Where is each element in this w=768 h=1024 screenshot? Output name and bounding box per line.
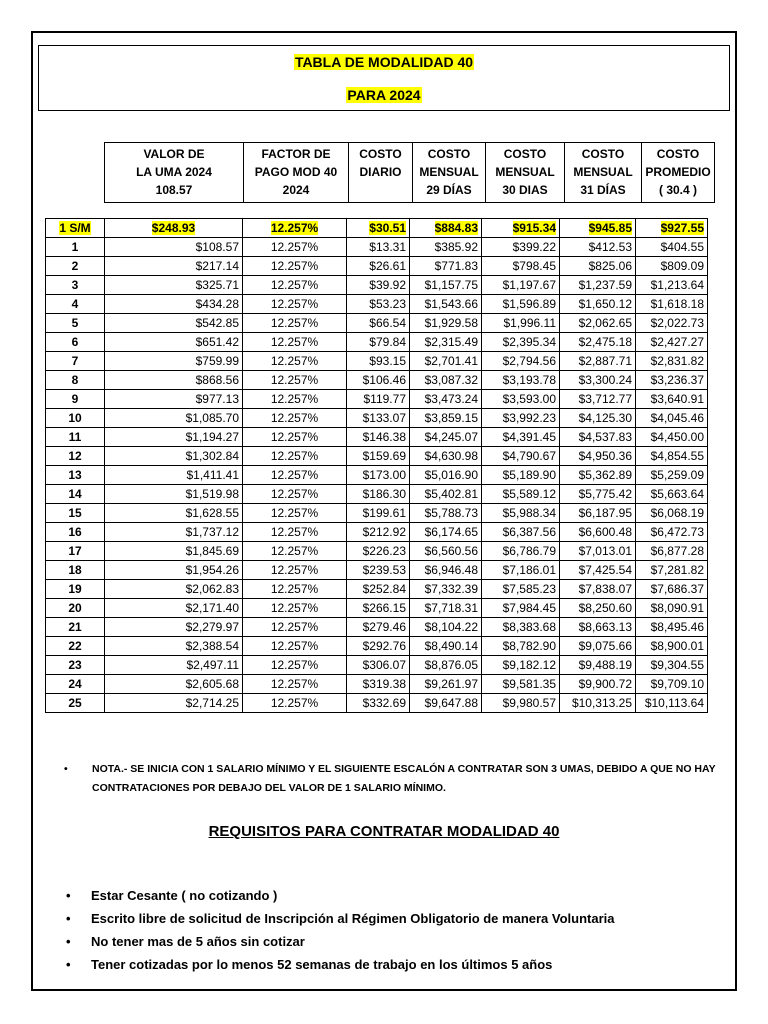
table-cell: $6,174.65	[410, 523, 482, 542]
table-row	[46, 580, 708, 599]
row-label: 14	[46, 485, 105, 504]
table-row	[46, 295, 708, 314]
table-cell: $8,876.05	[410, 656, 482, 675]
table-cell: $1,519.98	[105, 485, 243, 504]
table-cell: $434.28	[105, 295, 243, 314]
header-line: MENSUAL	[419, 165, 479, 179]
table-cell: $1,929.58	[410, 314, 482, 333]
table-cell: $2,701.41	[410, 352, 482, 371]
note	[64, 760, 730, 798]
table-cell: $825.06	[560, 257, 636, 276]
requirements-list	[66, 886, 615, 978]
table-cell: $3,473.24	[410, 390, 482, 409]
header-line: FACTOR DE	[261, 147, 331, 161]
table-cell	[482, 219, 560, 238]
table-cell: $651.42	[105, 333, 243, 352]
table-cell: 12.257%	[243, 447, 347, 466]
row-label: 15	[46, 504, 105, 523]
header-line: COSTO	[581, 147, 625, 161]
header-line: COSTO	[427, 147, 471, 161]
row-label: 7	[46, 352, 105, 371]
table-cell: 12.257%	[243, 314, 347, 333]
table-cell: $3,859.15	[410, 409, 482, 428]
table-cell: $66.54	[347, 314, 410, 333]
table-cell: $252.84	[347, 580, 410, 599]
table-cell: $212.92	[347, 523, 410, 542]
row-label: 3	[46, 276, 105, 295]
table-cell: $8,490.14	[410, 637, 482, 656]
table-cell	[410, 219, 482, 238]
table-cell: $3,992.23	[482, 409, 560, 428]
table-cell: $1,618.18	[636, 295, 708, 314]
row-label: 13	[46, 466, 105, 485]
table-cell: $4,854.55	[636, 447, 708, 466]
table-cell: $186.30	[347, 485, 410, 504]
table-cell: $1,411.41	[105, 466, 243, 485]
row-label: 23	[46, 656, 105, 675]
table-cell: $2,794.56	[482, 352, 560, 371]
table-cell: $3,712.77	[560, 390, 636, 409]
table-cell: $2,475.18	[560, 333, 636, 352]
table-cell: 12.257%	[243, 580, 347, 599]
table-cell: $146.38	[347, 428, 410, 447]
header-line: LA UMA 2024	[136, 165, 212, 179]
table-cell	[347, 219, 410, 238]
table-cell: $10,113.64	[636, 694, 708, 713]
table-cell: $306.07	[347, 656, 410, 675]
table-row	[46, 694, 708, 713]
table-row	[46, 466, 708, 485]
requirement-item: • Tener cotizadas por lo menos 52 semanas de trabajo en los últimos 5 años	[66, 955, 615, 978]
table-cell: $10,313.25	[560, 694, 636, 713]
table-cell: $8,250.60	[560, 599, 636, 618]
row-label: 12	[46, 447, 105, 466]
header-line: PROMEDIO	[645, 165, 711, 179]
table-cell: $8,495.46	[636, 618, 708, 637]
table-cell: $5,016.90	[410, 466, 482, 485]
table-row	[46, 447, 708, 466]
table-cell: 12.257%	[243, 238, 347, 257]
table-cell: $2,887.71	[560, 352, 636, 371]
table-cell: 12.257%	[243, 485, 347, 504]
note-line-1: NOTA.- SE INICIA CON 1 SALARIO MÍNIMO Y EL SIGUIENTE ESCALÓN A CONTRATAR SON 3 UMAS, DEBIDO A QUE NO HAY	[92, 763, 716, 775]
table-cell: $8,663.13	[560, 618, 636, 637]
table-row	[46, 542, 708, 561]
table-cell: $332.69	[347, 694, 410, 713]
header-line: DIARIO	[359, 165, 402, 179]
table-cell: 12.257%	[243, 694, 347, 713]
table-cell: $4,391.45	[482, 428, 560, 447]
table-cell: $5,589.12	[482, 485, 560, 504]
table-cell: $239.53	[347, 561, 410, 580]
requirement-item: • Estar Cesante ( no cotizando )	[66, 886, 615, 909]
table-cell: $226.23	[347, 542, 410, 561]
table-row	[46, 257, 708, 276]
table-cell: $5,362.89	[560, 466, 636, 485]
row-label: 4	[46, 295, 105, 314]
table-cell: $217.14	[105, 257, 243, 276]
table-cell: $7,686.37	[636, 580, 708, 599]
table-row	[46, 656, 708, 675]
table-cell: $1,302.84	[105, 447, 243, 466]
header-line: 31 DÍAS	[580, 183, 626, 197]
table-cell: $4,950.36	[560, 447, 636, 466]
page-subtitle: PARA 2024	[347, 87, 421, 103]
table-cell: $4,450.00	[636, 428, 708, 447]
table-cell: 12.257%	[243, 333, 347, 352]
table-cell: $39.92	[347, 276, 410, 295]
table-cell: $4,630.98	[410, 447, 482, 466]
table-row	[46, 675, 708, 694]
row-label: 24	[46, 675, 105, 694]
table-cell: $5,189.90	[482, 466, 560, 485]
highlighted-value: 12.257%	[270, 221, 319, 235]
table-cell: $5,663.64	[636, 485, 708, 504]
row-label: 25	[46, 694, 105, 713]
highlighted-value: $945.85	[588, 221, 632, 235]
table-cell: $3,236.37	[636, 371, 708, 390]
table-cell: $2,497.11	[105, 656, 243, 675]
table-cell: $4,790.67	[482, 447, 560, 466]
row-label: 21	[46, 618, 105, 637]
table-row	[46, 523, 708, 542]
highlighted-value: $884.83	[434, 221, 478, 235]
table-cell: $7,838.07	[560, 580, 636, 599]
header-line: 2024	[282, 183, 310, 197]
table-cell: $4,045.46	[636, 409, 708, 428]
table-cell: 12.257%	[243, 257, 347, 276]
header-uma-value	[105, 143, 244, 203]
table-row	[46, 409, 708, 428]
table-cell: 12.257%	[243, 523, 347, 542]
table-cell: $4,537.83	[560, 428, 636, 447]
header-line: COSTO	[503, 147, 547, 161]
table-row	[46, 276, 708, 295]
table-cell: $1,085.70	[105, 409, 243, 428]
header-monthly-31	[565, 143, 642, 203]
table-row	[46, 352, 708, 371]
header-line: COSTO	[656, 147, 700, 161]
table-cell: 12.257%	[243, 561, 347, 580]
table-cell: $9,304.55	[636, 656, 708, 675]
table-row	[46, 485, 708, 504]
table-cell: 12.257%	[243, 390, 347, 409]
row-label: 17	[46, 542, 105, 561]
table-cell: $1,996.11	[482, 314, 560, 333]
table-cell: $7,425.54	[560, 561, 636, 580]
table-cell: 12.257%	[243, 276, 347, 295]
table-cell: $412.53	[560, 238, 636, 257]
table-cell: $79.84	[347, 333, 410, 352]
table-cell: $108.57	[105, 238, 243, 257]
row-label: 6	[46, 333, 105, 352]
table-cell: 12.257%	[243, 504, 347, 523]
row-label: 11	[46, 428, 105, 447]
table-cell: $9,075.66	[560, 637, 636, 656]
row-label: 19	[46, 580, 105, 599]
table-row	[46, 390, 708, 409]
table-cell: $1,197.67	[482, 276, 560, 295]
table-row	[46, 561, 708, 580]
table-cell: $7,013.01	[560, 542, 636, 561]
table-cell: $9,182.12	[482, 656, 560, 675]
table-cell	[560, 219, 636, 238]
table-row	[46, 333, 708, 352]
table-cell: $2,831.82	[636, 352, 708, 371]
header-line: 108.57	[155, 183, 193, 197]
table-cell: $6,187.95	[560, 504, 636, 523]
table-row	[46, 618, 708, 637]
table-cell: $7,332.39	[410, 580, 482, 599]
table-cell: 12.257%	[243, 675, 347, 694]
table-cell: $542.85	[105, 314, 243, 333]
row-label: 22	[46, 637, 105, 656]
table-cell: $119.77	[347, 390, 410, 409]
table-cell	[636, 219, 708, 238]
table-cell: $9,647.88	[410, 694, 482, 713]
row-label: 18	[46, 561, 105, 580]
table-row	[46, 599, 708, 618]
modalidad-40-table	[45, 218, 708, 713]
row-label: 20	[46, 599, 105, 618]
table-cell: $53.23	[347, 295, 410, 314]
table-row	[46, 238, 708, 257]
salary-minimum-row	[46, 219, 708, 238]
table-cell: $8,383.68	[482, 618, 560, 637]
requirement-item: • Escrito libre de solicitud de Inscripción al Régimen Obligatorio de manera Voluntaria	[66, 909, 615, 932]
table-cell: $7,186.01	[482, 561, 560, 580]
table-cell: 12.257%	[243, 409, 347, 428]
table-row	[46, 371, 708, 390]
column-header-table	[104, 142, 715, 203]
table-cell: $173.00	[347, 466, 410, 485]
table-cell: $6,068.19	[636, 504, 708, 523]
table-cell: $9,488.19	[560, 656, 636, 675]
table-cell: $2,395.34	[482, 333, 560, 352]
note-bullet: •	[64, 763, 68, 775]
header-line: PAGO MOD 40	[254, 165, 338, 179]
header-line: 30 DIAS	[502, 183, 548, 197]
highlighted-value: $927.55	[660, 221, 704, 235]
table-cell: $1,543.66	[410, 295, 482, 314]
header-daily-cost	[349, 143, 413, 203]
table-cell: $133.07	[347, 409, 410, 428]
table-cell: $26.61	[347, 257, 410, 276]
header-line: COSTO	[359, 147, 402, 161]
table-cell: $199.61	[347, 504, 410, 523]
table-cell: $1,194.27	[105, 428, 243, 447]
table-cell: $3,087.32	[410, 371, 482, 390]
table-cell: $5,988.34	[482, 504, 560, 523]
table-cell: 12.257%	[243, 428, 347, 447]
header-line: VALOR DE	[143, 147, 205, 161]
table-cell: 12.257%	[243, 637, 347, 656]
table-cell: $1,237.59	[560, 276, 636, 295]
table-cell: $106.46	[347, 371, 410, 390]
table-cell: $6,786.79	[482, 542, 560, 561]
table-cell: $1,213.64	[636, 276, 708, 295]
header-line: MENSUAL	[573, 165, 633, 179]
table-cell: $319.38	[347, 675, 410, 694]
row-label: 9	[46, 390, 105, 409]
table-cell: 12.257%	[243, 466, 347, 485]
table-cell: $93.15	[347, 352, 410, 371]
highlighted-value: $248.93	[151, 221, 196, 235]
table-cell: $7,281.82	[636, 561, 708, 580]
header-line: MENSUAL	[495, 165, 555, 179]
column-header-row	[105, 143, 715, 203]
note-line-2: CONTRATACIONES POR DEBAJO DEL VALOR DE 1 SALARIO MÍNIMO.	[92, 782, 446, 794]
table-cell: 12.257%	[243, 656, 347, 675]
table-cell: $292.76	[347, 637, 410, 656]
table-cell: $404.55	[636, 238, 708, 257]
table-cell: $5,259.09	[636, 466, 708, 485]
table-cell: $4,125.30	[560, 409, 636, 428]
table-cell: $8,090.91	[636, 599, 708, 618]
table-cell: $798.45	[482, 257, 560, 276]
table-cell: $2,315.49	[410, 333, 482, 352]
header-line	[349, 181, 412, 199]
page-title: TABLA DE MODALIDAD 40	[294, 54, 474, 70]
table-cell: $2,022.73	[636, 314, 708, 333]
table-cell: $385.92	[410, 238, 482, 257]
highlighted-value: $915.34	[512, 221, 556, 235]
table-cell: $2,427.27	[636, 333, 708, 352]
table-cell: $7,718.31	[410, 599, 482, 618]
table-cell: 12.257%	[243, 371, 347, 390]
row-label: 1	[46, 238, 105, 257]
table-cell: $13.31	[347, 238, 410, 257]
table-cell: $1,650.12	[560, 295, 636, 314]
table-cell: $2,062.83	[105, 580, 243, 599]
row-label: 16	[46, 523, 105, 542]
table-cell: $1,845.69	[105, 542, 243, 561]
table-cell: $6,472.73	[636, 523, 708, 542]
header-monthly-30	[486, 143, 565, 203]
table-cell: $2,279.97	[105, 618, 243, 637]
table-cell: $8,782.90	[482, 637, 560, 656]
table-cell: $1,628.55	[105, 504, 243, 523]
table-cell: $5,788.73	[410, 504, 482, 523]
table-cell: $977.13	[105, 390, 243, 409]
table-cell: $8,900.01	[636, 637, 708, 656]
header-line: 29 DÍAS	[426, 183, 472, 197]
table-cell	[105, 219, 243, 238]
table-cell	[243, 219, 347, 238]
row-label: 10	[46, 409, 105, 428]
table-cell: $8,104.22	[410, 618, 482, 637]
table-cell: $3,193.78	[482, 371, 560, 390]
table-cell: 12.257%	[243, 599, 347, 618]
requirement-item: • No tener mas de 5 años sin cotizar	[66, 932, 615, 955]
table-cell: $9,581.35	[482, 675, 560, 694]
table-cell: $325.71	[105, 276, 243, 295]
table-cell: $6,600.48	[560, 523, 636, 542]
table-row	[46, 637, 708, 656]
table-cell: $2,062.65	[560, 314, 636, 333]
table-cell: 12.257%	[243, 618, 347, 637]
highlighted-value: 1 S/M	[59, 221, 91, 235]
table-cell: $868.56	[105, 371, 243, 390]
title-box	[38, 45, 730, 111]
header-line: ( 30.4 )	[658, 183, 697, 197]
table-cell: $3,640.91	[636, 390, 708, 409]
table-cell: $759.99	[105, 352, 243, 371]
table-cell: $2,605.68	[105, 675, 243, 694]
table-cell: $809.09	[636, 257, 708, 276]
table-cell: $6,387.56	[482, 523, 560, 542]
table-cell: 12.257%	[243, 295, 347, 314]
row-label	[46, 219, 105, 238]
table-cell: $2,714.25	[105, 694, 243, 713]
highlighted-value: $30.51	[369, 221, 406, 235]
table-cell: $3,300.24	[560, 371, 636, 390]
table-cell: $6,877.28	[636, 542, 708, 561]
table-cell: $7,585.23	[482, 580, 560, 599]
table-cell: 12.257%	[243, 352, 347, 371]
table-row	[46, 504, 708, 523]
table-cell: $1,954.26	[105, 561, 243, 580]
table-cell: $9,900.72	[560, 675, 636, 694]
row-label: 8	[46, 371, 105, 390]
row-label: 2	[46, 257, 105, 276]
table-cell: $1,596.89	[482, 295, 560, 314]
header-average-cost	[642, 143, 715, 203]
table-cell: $9,261.97	[410, 675, 482, 694]
table-cell: $266.15	[347, 599, 410, 618]
table-cell: $7,984.45	[482, 599, 560, 618]
table-cell: $4,245.07	[410, 428, 482, 447]
table-cell: $3,593.00	[482, 390, 560, 409]
table-cell: $9,980.57	[482, 694, 560, 713]
table-cell: $5,402.81	[410, 485, 482, 504]
header-payment-factor	[244, 143, 349, 203]
table-cell: $9,709.10	[636, 675, 708, 694]
table-cell: $771.83	[410, 257, 482, 276]
table-cell: $279.46	[347, 618, 410, 637]
table-cell: $1,157.75	[410, 276, 482, 295]
requirements-title: REQUISITOS PARA CONTRATAR MODALIDAD 40	[208, 823, 560, 840]
table-row	[46, 428, 708, 447]
table-cell: $6,946.48	[410, 561, 482, 580]
table-row	[46, 314, 708, 333]
header-monthly-29	[413, 143, 486, 203]
table-cell: $6,560.56	[410, 542, 482, 561]
table-cell: $2,171.40	[105, 599, 243, 618]
table-cell: $2,388.54	[105, 637, 243, 656]
table-cell: $399.22	[482, 238, 560, 257]
row-label: 5	[46, 314, 105, 333]
table-cell: $159.69	[347, 447, 410, 466]
table-cell: $5,775.42	[560, 485, 636, 504]
table-cell: $1,737.12	[105, 523, 243, 542]
table-cell: 12.257%	[243, 542, 347, 561]
